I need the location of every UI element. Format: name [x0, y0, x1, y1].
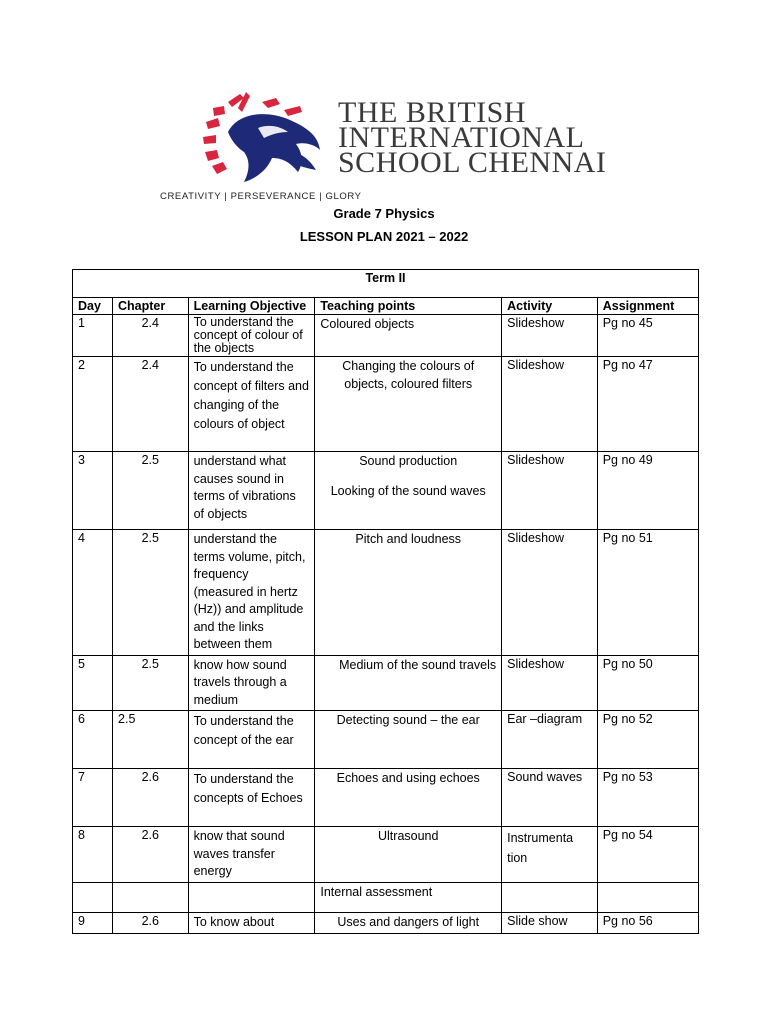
table-row [73, 769, 699, 827]
activity-cell: Slideshow [502, 655, 598, 711]
assignment-cell: Pg no 53 [597, 769, 698, 827]
column-header: Learning Objective [188, 298, 315, 315]
chapter-cell: 2.5 [113, 452, 189, 530]
table-row [73, 827, 699, 883]
objective-cell: To understand the concept of colour of the objects [188, 315, 315, 357]
table-row [73, 357, 699, 452]
teaching-cell: Echoes and using echoes [315, 769, 502, 827]
document-header [0, 0, 768, 244]
column-header: Chapter [113, 298, 189, 315]
objective-cell: understand what causes sound in terms of vibrations of objects [188, 452, 315, 530]
term-row [73, 270, 699, 298]
chapter-cell: 2.5 [113, 711, 189, 769]
table-row [73, 530, 699, 656]
activity-cell: Ear –diagram [502, 711, 598, 769]
activity-cell: Slideshow [502, 315, 598, 357]
lesson-plan-title: LESSON PLAN 2021 – 2022 [299, 229, 469, 244]
teaching-cell: Internal assessment [315, 882, 502, 912]
activity-cell: Slideshow [502, 530, 598, 656]
column-header: Assignment [597, 298, 698, 315]
table-row [73, 882, 699, 912]
school-name-line: SCHOOL CHENNAI [338, 146, 607, 179]
school-motto: CREATIVITY | PERSEVERANCE | GLORY [160, 191, 362, 202]
teaching-point: Sound production [359, 454, 458, 468]
activity-cell [502, 882, 598, 912]
objective-cell: understand the terms volume, pitch, frequency (measured in hertz (Hz)) and amplitude and the links between them [188, 530, 315, 656]
column-header: Activity [502, 298, 598, 315]
teaching-cell: Ultrasound [315, 827, 502, 883]
header-row [73, 298, 699, 315]
chapter-cell: 2.5 [113, 655, 189, 711]
column-header: Teaching points [315, 298, 502, 315]
lesson-plan-table [72, 269, 699, 934]
day-cell: 3 [73, 452, 113, 530]
objective-cell: To understand the concepts of Echoes [188, 769, 315, 827]
assignment-cell: Pg no 45 [597, 315, 698, 357]
assignment-cell: Pg no 49 [597, 452, 698, 530]
table-row [73, 912, 699, 933]
day-cell: 9 [73, 912, 113, 933]
day-cell [73, 882, 113, 912]
assignment-cell: Pg no 54 [597, 827, 698, 883]
assignment-cell: Pg no 56 [597, 912, 698, 933]
activity-cell: Instrumenta tion [502, 827, 598, 883]
objective-cell: know that sound waves transfer energy [188, 827, 315, 883]
activity-cell: Sound waves [502, 769, 598, 827]
table-row [73, 711, 699, 769]
table-row [73, 655, 699, 711]
teaching-cell: Detecting sound – the ear [315, 711, 502, 769]
chapter-cell: 2.6 [113, 769, 189, 827]
term-title: Term II [73, 270, 699, 298]
teaching-point: Looking of the sound waves [330, 483, 486, 498]
assignment-cell: Pg no 52 [597, 711, 698, 769]
day-cell: 8 [73, 827, 113, 883]
day-cell: 1 [73, 315, 113, 357]
teaching-cell: Uses and dangers of light [315, 912, 502, 933]
chapter-cell: 2.4 [113, 315, 189, 357]
chapter-cell [113, 882, 189, 912]
assignment-cell: Pg no 51 [597, 530, 698, 656]
table-row [73, 452, 699, 530]
assignment-cell: Pg no 47 [597, 357, 698, 452]
day-cell: 6 [73, 711, 113, 769]
objective-cell: To understand the concept of filters and changing of the colours of object [188, 357, 315, 452]
chapter-cell: 2.6 [113, 827, 189, 883]
chapter-cell: 2.6 [113, 912, 189, 933]
objective-cell: To know about [188, 912, 315, 933]
day-cell: 5 [73, 655, 113, 711]
assignment-cell: Pg no 50 [597, 655, 698, 711]
activity-cell: Slideshow [502, 357, 598, 452]
chapter-cell: 2.4 [113, 357, 189, 452]
column-header: Day [73, 298, 113, 315]
table-row [73, 315, 699, 357]
day-cell: 2 [73, 357, 113, 452]
teaching-cell: Medium of the sound travels [315, 655, 502, 711]
teaching-cell: Changing the colours of objects, coloured filters [315, 357, 502, 452]
assignment-cell [597, 882, 698, 912]
day-cell: 7 [73, 769, 113, 827]
activity-cell: Slide show [502, 912, 598, 933]
school-name-line: INTERNATIONAL [338, 121, 585, 154]
objective-cell [188, 882, 315, 912]
objective-cell: know how sound travels through a medium [188, 655, 315, 711]
school-logo-icon [198, 92, 333, 187]
chapter-cell: 2.5 [113, 530, 189, 656]
teaching-cell: Coloured objects [315, 315, 502, 357]
school-name [338, 96, 607, 179]
grade-title: Grade 7 Physics [333, 206, 435, 221]
teaching-cell [315, 452, 502, 530]
teaching-cell: Pitch and loudness [315, 530, 502, 656]
objective-cell: To understand the concept of the ear [188, 711, 315, 769]
day-cell: 4 [73, 530, 113, 656]
activity-cell: Slideshow [502, 452, 598, 530]
school-name-line: THE BRITISH [338, 96, 526, 129]
